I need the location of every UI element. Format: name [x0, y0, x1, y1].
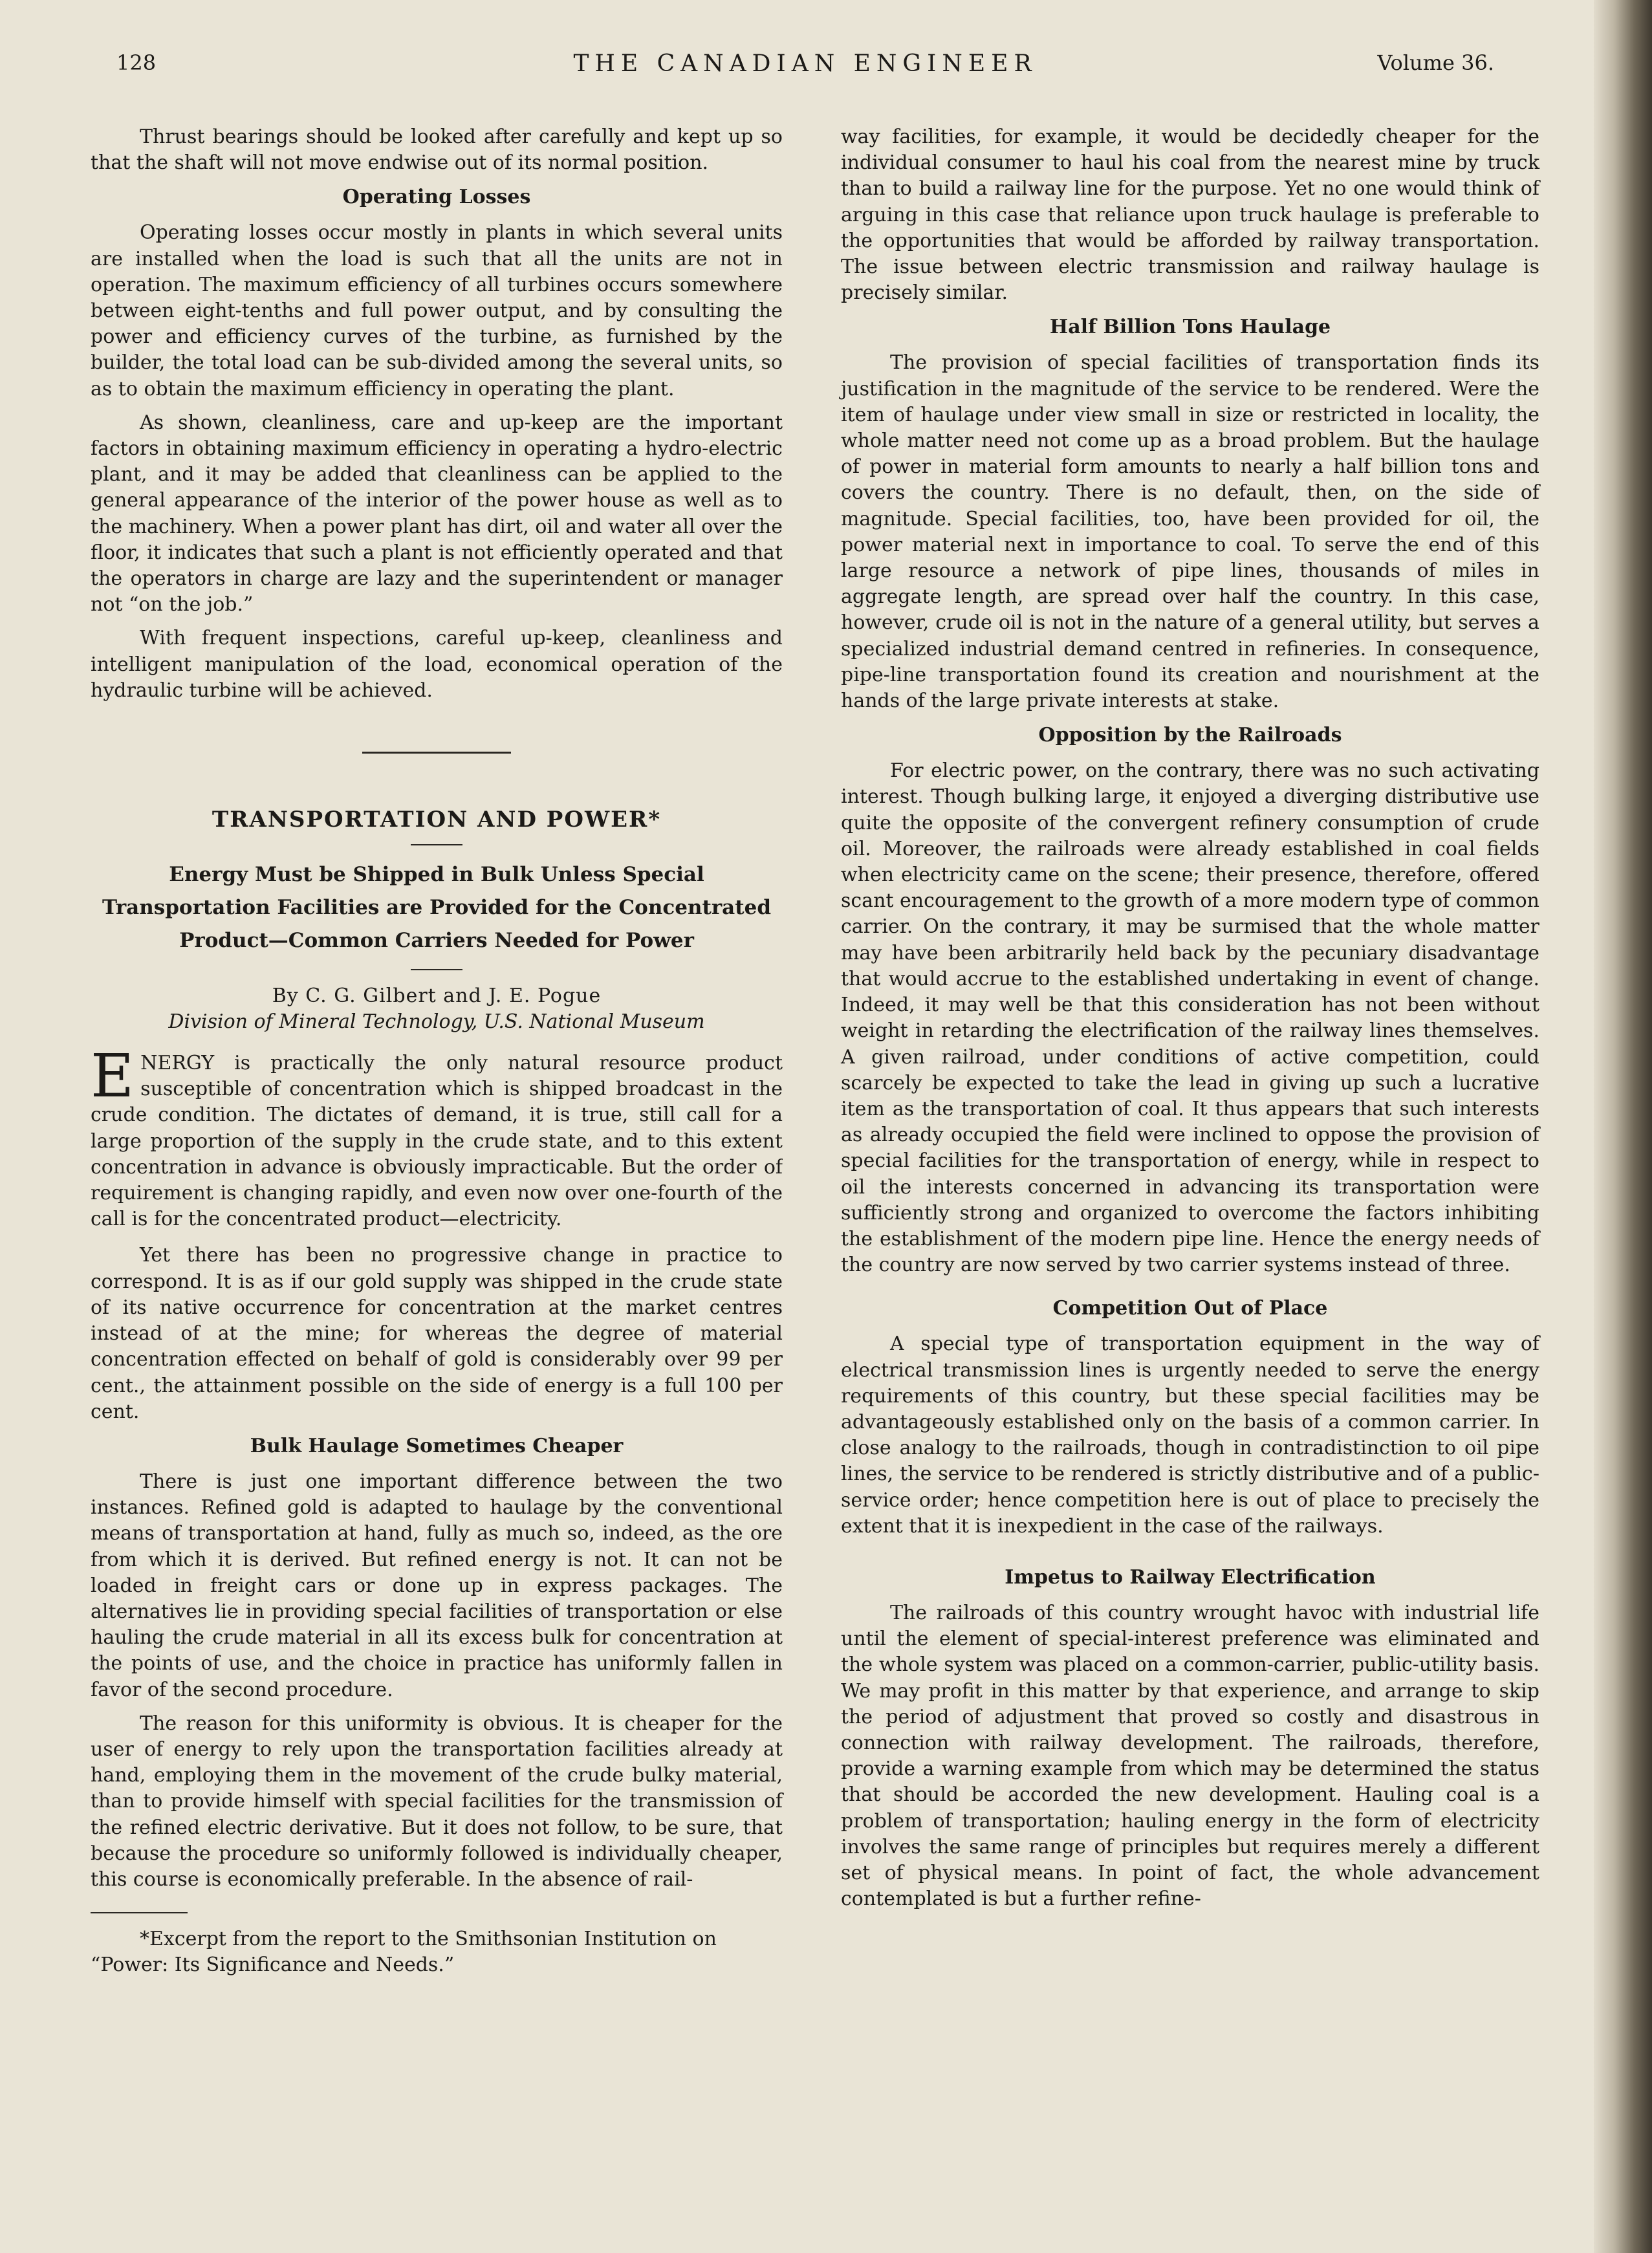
- paragraph: Operating losses occur mostly in plants in which several units are installed when the load is such that all the units are not in operation. The maximum efficiency of all turbines occurs somewhere between eight-tenths and full power output, and by consulting the power and efficiency curves of the turbine, as furnished by the builder, the total load can be sub-divided among the several units, so as to obtain the maximum efficiency in operating the plant.: [91, 221, 783, 400]
- footnote-rule: [91, 1912, 188, 1913]
- article-title: TRANSPORTATION AND POWER*: [212, 807, 662, 833]
- paragraph: The railroads of this country wrought havoc with industrial life until the element of special-interest preference was eliminated and the whole system was placed on a common-carrier, public-utility basis. We may profit in this matter by that experience, and arrange to skip the period of adjustment that proved so costly and disastrous in connection with railway development. The railroads, therefore, provide a warning example from which may be determined the status that should be accorded the new development. Hauling coal is a problem of transportation; hauling energy in the form of electricity involves the same range of principles but requires merely a different set of physical means. In point of fact, the whole advancement contemplated is but a further refine-: [841, 1601, 1539, 1911]
- paragraph: With frequent inspections, careful up-keep, cleanliness and intelligent manipulation of the load, economical operation of the hydraulic turbine will be achieved.: [91, 627, 783, 702]
- section-heading-opposition: Opposition by the Railroads: [1038, 724, 1342, 747]
- title-rule: [411, 844, 462, 845]
- byline: By C. G. Gilbert and J. E. Pogue: [272, 985, 602, 1008]
- deck-rule: [411, 969, 462, 970]
- journal-title: THE CANADIAN ENGINEER: [573, 50, 1038, 77]
- section-heading-competition: Competition Out of Place: [1052, 1297, 1328, 1320]
- paragraph: For electric power, on the contrary, there was no such activating interest. Though bulking large, it enjoyed a diverging distributive use quite the opposite of the convergent refinery consumption of crude oil. Moreover, the railroads were already established in coal fields when electricity came on the scene; their presence, therefore, offered scant encouragement to the growth of a more modern type of common carrier. On the contrary, it may be surmised that the whole matter may have been arbitrarily held back by the pecuniary disadvantage that would accrue to the established undertaking in event of change. Indeed, it may well be that this consideration has not been without weight in retarding the electrification of the railway lines themselves. A given railroad, under conditions of active competition, could scarcely be expected to take the lead in giving up such a lucrative item as the transportation of coal. It thus appears that such interests as already occupied the field were inclined to oppose the provision of special facilities for the transportation of energy, while in respect to oil the interests concerned in advancing its transportation were sufficiently strong and organized to overcome the factors inhibiting the establishment of the modern pipe line. Hence the energy needs of the country are now served by two carrier systems instead of three.: [841, 759, 1539, 1277]
- right-column: [841, 124, 1539, 1912]
- drop-cap: E: [91, 1050, 135, 1111]
- article-divider: [362, 752, 511, 754]
- lead-paragraph: [91, 1050, 783, 1232]
- section-heading-bulk-haulage: Bulk Haulage Sometimes Cheaper: [250, 1434, 624, 1457]
- footnote: *Excerpt from the report to the Smithsonian Institution on “Power: Its Significance and Needs.”: [91, 1928, 717, 1977]
- running-header: [116, 50, 1494, 83]
- left-column: [91, 124, 783, 1979]
- paragraph: Yet there has been no progressive change in practice to correspond. It is as if our gold supply was shipped in the crude state of its native occurrence for concentration at the market centres instead of at the mine; for whereas the degree of material concentration effected on behalf of gold is considerably over 99 per cent., the attainment possible on the side of energy is a full 100 per cent.: [91, 1244, 783, 1423]
- volume-label: Volume 36.: [1377, 50, 1494, 75]
- author-affiliation: Division of Mineral Technology, U.S. National Museum: [168, 1010, 705, 1034]
- page-number: 128: [116, 50, 157, 75]
- paragraph: As shown, cleanliness, care and up-keep are the important factors in obtaining maximum efficiency in operating a hydro-electric plant, and it may be added that cleanliness can be applied to the general appearance of the interior of the power house as well as to the machinery. When a power plant has dirt, oil and water all over the floor, it indicates that such a plant is not efficiently operated and that the operators in charge are lazy and the superintendent or manager not “on the job.”: [91, 411, 783, 616]
- paragraph: There is just one important difference between the two instances. Refined gold is adapted to haulage by the conventional means of transportation at hand, fully as much so, indeed, as the ore from which it is derived. But refined energy is not. It can not be loaded in freight cars or done up in express packages. The alternatives lie in providing special facilities of transportation or else hauling the crude material in all its excess bulk for concentration at the points of use, and the choice in practice has uniformly fallen in favor of the second procedure.: [91, 1470, 783, 1701]
- section-heading-half-billion: Half Billion Tons Haulage: [1049, 316, 1331, 339]
- article-deck: Energy Must be Shipped in Bulk Unless Special Transportation Facilities are Provided for the Concentrated Product—Common Carriers Needed for Power: [102, 863, 771, 953]
- paragraph: A special type of transportation equipment in the way of electrical transmission lines is urgently needed to serve the energy requirements of this country, but these special facilities may be advantageously established only on the basis of a common carrier. In close analogy to the railroads, though in contradistinction to oil pipe lines, the service to be rendered is strictly distributive and of a public-service order; hence competition here is out of place to precisely the extent that it is inexpedient in the case of the railways.: [841, 1333, 1539, 1538]
- paragraph: The reason for this uniformity is obvious. It is cheaper for the user of energy to rely upon the transportation facilities already at hand, employing them in the movement of the crude bulky material, than to provide himself with special facilities for the transmission of the refined electric derivative. But it does not follow, to be sure, that because the procedure so uniformly followed is individually cheaper, this course is economically preferable. In the absence of rail-: [91, 1712, 783, 1891]
- intro-paragraph: Thrust bearings should be looked after carefully and kept up so that the shaft will not move endwise out of its normal position.: [91, 125, 783, 175]
- continued-paragraph: way facilities, for example, it would be decidedly cheaper for the individual consumer to haul his coal from the nearest mine by truck than to build a railway line for the purpose. Yet no one would think of arguing in this case that reliance upon truck haulage is preferable to the opportunities that would be afforded by railway transportation. The issue between electric transmission and railway haulage is precisely similar.: [841, 125, 1539, 305]
- lead-paragraph-text: NERGY is practically the only natural resource product susceptible of concentration which is shipped broadcast in the crude condition. The dictates of demand, it is true, still call for a large proportion of the supply in the crude state, and to this extent concentration in advance is obviously impracticable. But the order of requirement is changing rapidly, and even now over one-fourth of the call is for the concentrated product—electricity.: [91, 1052, 783, 1231]
- binding-spine-shadow: [1594, 0, 1652, 2253]
- section-heading-operating-losses: Operating Losses: [342, 186, 531, 209]
- paragraph: The provision of special facilities of transportation finds its justification in the magnitude of the service to be rendered. Were the item of haulage under view small in size or restricted in locality, the whole matter need not come up as a broad problem. But the haulage of power in material form amounts to nearly a half billion tons and covers the country. There is no default, then, on the side of magnitude. Special facilities, too, have been provided for oil, the power material next in importance to coal. To serve the end of this large resource a network of pipe lines, thousands of miles in aggregate length, are spread over half the country. In this case, however, crude oil is not in the nature of a general utility, but serves a specialized industrial demand centred in refineries. In consequence, pipe-line transportation found its creation and nourishment at the hands of the large private interests at stake.: [841, 351, 1539, 713]
- section-heading-impetus: Impetus to Railway Electrification: [1005, 1565, 1376, 1589]
